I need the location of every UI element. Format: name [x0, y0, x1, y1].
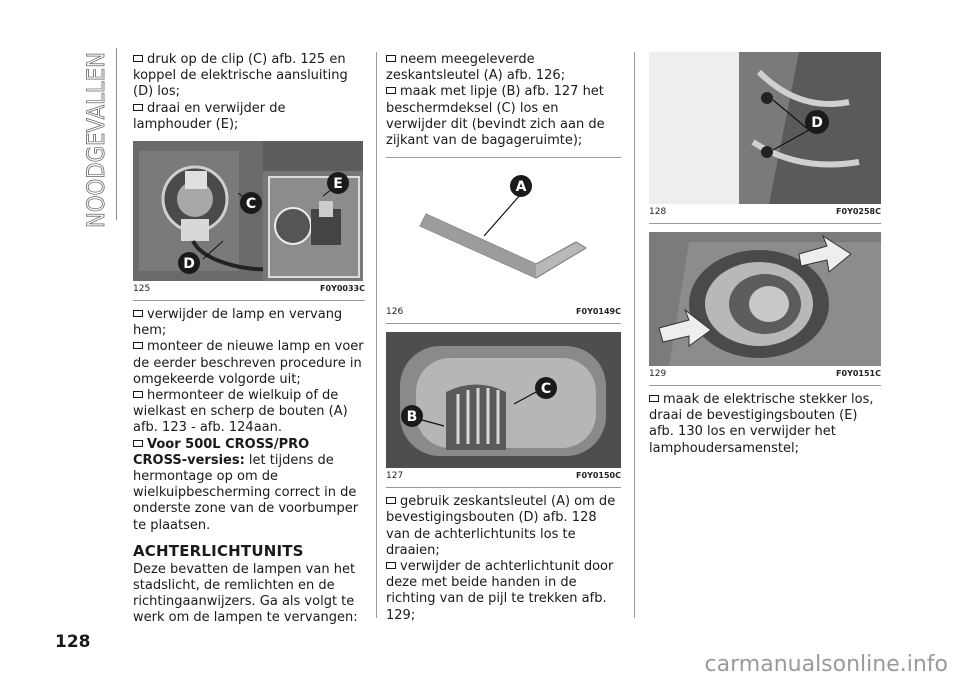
figure-128 [649, 52, 881, 217]
step-item [133, 388, 365, 437]
step-text: draai en verwijder de lamphouder (E); [133, 100, 286, 132]
tail-light-bolts-illustration [649, 52, 881, 204]
bullet-icon [386, 497, 396, 504]
step-text: maak met lipje (B) afb. 127 het beschermdeksel (C) los en verwijder dit (bevindt zich aan de zijkant van de bagageruimte); [386, 84, 605, 149]
bullet-icon [386, 87, 396, 94]
figure-caption [649, 369, 881, 379]
bullet-icon [386, 562, 396, 569]
tail-light-removal-illustration [649, 232, 881, 366]
section-title-graphic [78, 48, 114, 228]
paragraph: Deze bevatten de lampen van het stadslicht, de remlichten en de richtingaanwijzers. Ga als volgt te werk om de lampen te vervangen: [133, 561, 358, 626]
step-text: gebruik zeskantsleutel (A) om de bevestigingsbouten (D) afb. 128 van de achterlichtunits los te draaien; [386, 494, 616, 558]
cover-panel-illustration [386, 332, 621, 468]
step-text: hermonteer de wielkuip of de wielkast en scherp de bouten (A) afb. 123 - afb. 124aan. [133, 388, 348, 436]
figure-126 [386, 166, 621, 317]
figure-127 [386, 332, 621, 481]
step-item [133, 437, 365, 534]
section-rule [116, 48, 117, 220]
step-item [386, 84, 621, 149]
watermark: carmanualsonline.info [704, 652, 948, 677]
step-item [386, 52, 621, 84]
callout-d: D [183, 256, 195, 273]
step-text: verwijder de achterlichtunit door deze met beide handen in de richting van de pijl te trekken afb. 129; [386, 559, 614, 623]
step-item [386, 559, 621, 624]
figure-caption [649, 207, 881, 217]
figure-code: F0Y0258C [836, 207, 881, 216]
column-divider [634, 52, 635, 618]
figure-code: F0Y0150C [576, 471, 621, 481]
step-item [133, 52, 365, 101]
figure-caption [386, 471, 621, 481]
figure-code: F0Y0033C [320, 284, 365, 294]
hex-key-illustration [386, 166, 621, 304]
step-text: maak de elektrische stekker los, draai de bevestigingsbouten (E) afb. 130 los en verwijder het lamphoudersamenstel; [649, 392, 874, 456]
step-item [649, 392, 881, 457]
figure-code: F0Y0149C [576, 307, 621, 317]
figure-code: F0Y0151C [836, 369, 881, 378]
page-number: 128 [55, 632, 91, 652]
step-item [386, 494, 621, 559]
step-text: monteer de nieuwe lamp en voer de eerder beschreven procedure in omgekeerde volgorde uit; [133, 339, 364, 387]
step-text: let tijdens de hermontage op om de wielkuipbescherming correct in de onderste zone van de voorbumper te plaatsen. [133, 452, 359, 533]
bullet-icon [133, 310, 143, 317]
callout-a: A [515, 179, 527, 196]
divider [133, 300, 365, 301]
step-text: verwijder de lamp en vervang hem; [133, 307, 343, 339]
figure-number: 127 [386, 471, 404, 482]
step-item [133, 101, 365, 133]
figure-number: 128 [649, 207, 667, 217]
divider [649, 223, 881, 224]
figure-caption [386, 307, 621, 317]
divider [386, 157, 621, 158]
figure-number: 126 [386, 307, 404, 318]
bullet-icon [133, 342, 143, 349]
figure-caption [133, 284, 365, 294]
callout-b: B [406, 409, 418, 426]
divider [386, 487, 621, 488]
svg-text:NOODGEVALLEN: NOODGEVALLEN [82, 48, 110, 228]
column-2 [386, 52, 621, 624]
bullet-icon [386, 55, 396, 62]
figure-number: 125 [133, 284, 151, 295]
bullet-icon [649, 395, 659, 402]
bullet-icon [133, 391, 143, 398]
divider [649, 385, 881, 386]
column-3 [649, 52, 881, 457]
figure-number: 129 [649, 369, 667, 379]
step-bold-text: Voor 500L CROSS/PRO CROSS-versies: [133, 436, 310, 468]
figure-125 [133, 141, 365, 294]
step-text: druk op de clip (C) afb. 125 en koppel de elektrische aansluiting (D) los; [133, 52, 348, 100]
callout-e: E [333, 176, 343, 193]
figure-129 [649, 232, 881, 379]
callout-c: C [245, 196, 257, 213]
step-item [133, 339, 365, 388]
bullet-icon [133, 55, 143, 62]
section-heading: ACHTERLICHTUNITS [133, 541, 304, 560]
column-1 [133, 52, 365, 627]
step-item [133, 307, 365, 339]
step-text: neem meegeleverde zeskantsleutel (A) afb. 126; [386, 52, 566, 84]
callout-d: D [811, 115, 823, 131]
bullet-icon [133, 440, 143, 447]
column-divider [376, 52, 377, 618]
bullet-icon [133, 104, 143, 111]
callout-c: C [540, 381, 552, 398]
lamp-holder-illustration [133, 141, 363, 281]
divider [386, 323, 621, 324]
section-title [78, 48, 114, 228]
